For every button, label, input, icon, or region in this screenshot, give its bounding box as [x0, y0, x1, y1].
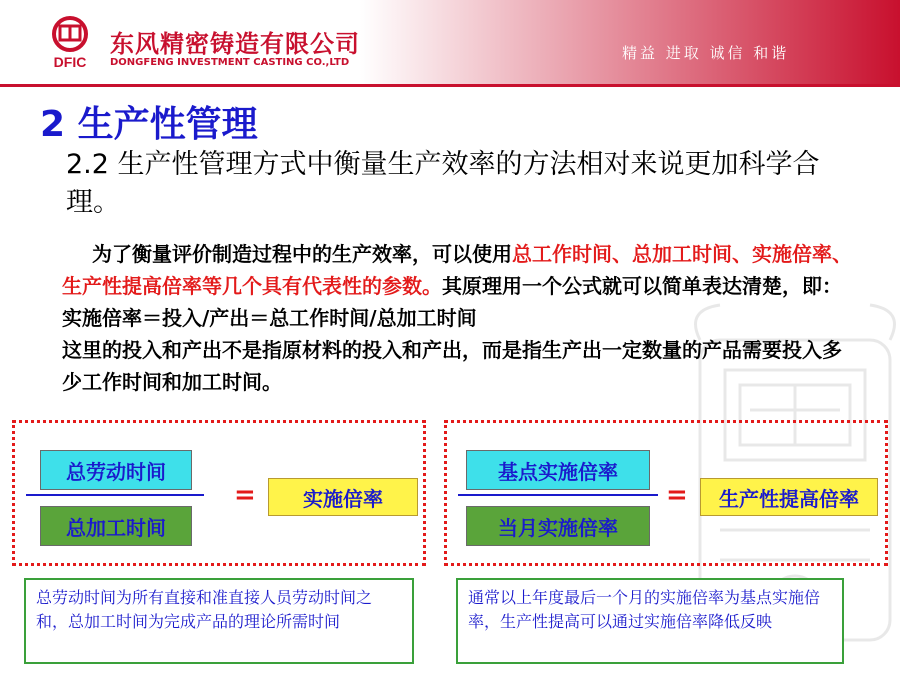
body-paragraph	[62, 238, 852, 398]
header-divider	[0, 84, 900, 87]
left-note-box: 总劳动时间为所有直接和准直接人员劳动时间之和，总加工时间为完成产品的理论所需时间	[24, 578, 414, 664]
left-fraction-line	[26, 494, 204, 496]
left-result: 实施倍率	[268, 478, 418, 516]
company-name-en: DONGFENG INVESTMENT CASTING CO.,LTD	[110, 57, 350, 68]
header-bar	[0, 0, 900, 84]
para-explain: 这里的投入和产出不是指原材料的投入和产出，而是指生产出一定数量的产品需要投入多少工作时间和加工时间。	[62, 338, 842, 394]
para-rest: 其原理用一个公式就可以简单表达清楚，即：	[442, 274, 842, 298]
right-numerator: 基点实施倍率	[466, 450, 650, 490]
para-formula: 实施倍率＝投入/产出＝总工作时间/总加工时间	[62, 306, 477, 330]
company-logo	[40, 14, 100, 72]
company-name-cn: 东风精密铸造有限公司	[110, 30, 360, 58]
para-highlight: 总工作时间、总加工时间、实施倍率、生产性提高倍率等几个具有代表性的参数。	[62, 242, 852, 298]
left-equals-sign: =	[234, 480, 256, 510]
section-subtitle: 2.2 生产性管理方式中衡量生产效率的方法相对来说更加科学合理。	[66, 149, 820, 218]
right-fraction-line	[458, 494, 658, 496]
company-slogan: 精益 进取 诚信 和谐	[622, 44, 790, 62]
logo-lettering: DFIC	[53, 54, 87, 70]
left-numerator: 总劳动时间	[40, 450, 192, 490]
right-equals-sign: =	[666, 480, 688, 510]
para-intro: 为了衡量评价制造过程中的生产效率，可以使用	[92, 242, 512, 266]
right-result: 生产性提高倍率	[700, 478, 878, 516]
right-note-box: 通常以上年度最后一个月的实施倍率为基点实施倍率，生产性提高可以通过实施倍率降低反映	[456, 578, 844, 664]
page-title: 2 生产性管理	[40, 104, 258, 145]
left-denominator: 总加工时间	[40, 506, 192, 546]
right-denominator: 当月实施倍率	[466, 506, 650, 546]
